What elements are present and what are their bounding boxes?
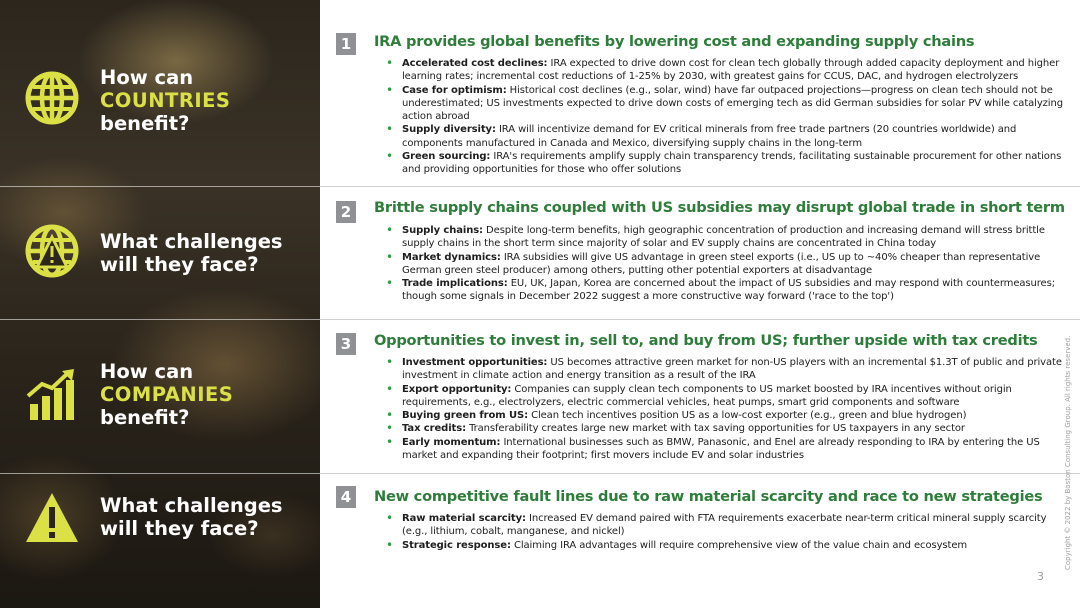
section-divider [320,319,1080,320]
bullet-term: Case for optimism: [402,84,507,96]
growth-chart-icon [24,368,80,424]
left-section-companies-benefit [0,320,320,473]
globe-icon [24,70,80,126]
left-section-countries-benefit [0,0,320,186]
bullet-item [384,539,1064,552]
bullet-item [384,383,1064,410]
companies-challenges-question [100,494,283,540]
bullet-term: Investment opportunities: [402,357,548,368]
bullet-term: Raw material scarcity: [402,513,526,524]
bullet-text: EU, UK, Japan, Korea are concerned about the impact of US subsidies and may respond with countermeasures; though some signals in December 2022 suggest a more constructive way forward ('race to the top') [402,278,1055,303]
bullet-item [384,409,1064,422]
bullet-text: Increased EV demand paired with FTA requirements exacerbate near-term critical mineral supply scarcity (e.g., lithium, cobalt, manganese, and nickel) [402,513,1047,538]
section-number-badge: 3 [336,333,356,355]
bullet-term: Tax credits: [402,423,466,435]
section-number-badge: 2 [336,201,356,223]
bullet-term: Green sourcing: [402,151,491,163]
bullet-text: Historical cost declines (e.g., solar, wind) have far outpaced projections—progress on clean tech should not be underestimated; US investments expected to drive down costs of emerging tech as did German subsidies for solar PV while catalyzing action abroad [402,84,1063,123]
bullet-text: US becomes attractive green market for non-US players with an incremental $1.3T of public and private investment in climate action and energy transition as a result of the IRA [402,357,1062,382]
question-line: benefit? [100,112,190,135]
question-line: will they face? [100,517,259,540]
section-divider [320,473,1080,474]
left-section-countries-challenges [0,187,320,319]
warning-triangle-icon [24,490,80,546]
bullet-term: Trade implications: [402,278,508,290]
bullet-term: Export opportunity: [402,383,512,395]
bullet-item [384,512,1064,539]
section-divider [320,186,1080,187]
bullet-item [384,123,1064,150]
bullet-list [384,224,1064,304]
section-heading: IRA provides global benefits by lowering cost and expanding supply chains [374,33,975,50]
bullet-item [384,150,1064,177]
bullet-text: IRA subsidies will give US advantage in green steel exports (i.e., US up to ~40% cheaper than representative German green steel producer) among others, putting other potential exporters at disadvantage [402,251,1041,276]
bullet-term: Strategic response: [402,539,511,551]
section-heading: New competitive fault lines due to raw material scarcity and race to new strategies [374,488,1043,505]
bullet-text: Despite long-term benefits, high geographic concentration of production and increasing demand will stress brittle supply chains in the short term since majority of solar and EV supply chains are concentrated in China today [402,225,1045,250]
question-highlight: COUNTRIES [100,89,231,112]
bullet-term: Early momentum: [402,436,501,448]
countries-challenges-question [100,230,283,276]
question-line: What challenges [100,494,283,517]
bullet-text: International businesses such as BMW, Panasonic, and Enel are already responding to IRA by entering the US market and expanding their footprint; first movers include EV and solar industries [402,436,1040,462]
bullet-term: Buying green from US: [402,410,528,422]
bullet-text: Claiming IRA advantages will require comprehensive view of the value chain and ecosystem [510,539,968,551]
bullet-text: IRA's requirements amplify supply chain transparency trends, facilitating sustainable procurement for other nations and providing opportunities for those who offer solutions [402,151,1062,176]
bullet-term: Supply chains: [402,225,483,236]
bullet-item [384,436,1064,463]
bullet-item [384,422,1064,435]
countries-benefit-question [100,66,230,135]
bullet-term: Accelerated cost declines: [402,58,548,69]
section-number-badge: 4 [336,486,356,508]
bullet-text: Clean tech incentives position US as a low-cost exporter (e.g., green and blue hydrogen) [527,410,967,422]
copyright-notice: Copyright © 2022 by Boston Consulting Group. All rights reserved. [1064,335,1072,570]
bullet-term: Market dynamics: [402,251,501,263]
bullet-item [384,251,1064,278]
question-line: What challenges [100,230,283,253]
bullet-list [384,57,1064,177]
left-image-panel [0,0,320,608]
question-line: How can [100,360,194,383]
section-heading: Opportunities to invest in, sell to, and buy from US; further upside with tax credits [374,332,1038,349]
bullet-item [384,84,1064,124]
question-line: will they face? [100,253,259,276]
bullet-text: Companies can supply clean tech components to US market boosted by IRA incentives without origin requirements, e.g., electrolyzers, electric commercial vehicles, heat pumps, smart grid components and software [402,383,1012,408]
companies-benefit-question [100,360,233,429]
question-line: How can [100,66,194,89]
bullet-item [384,57,1064,84]
question-line: benefit? [100,406,190,429]
content-panel [320,0,1080,608]
bullet-text: Transferability creates large new market with tax saving opportunities for US taxpayers in any sector [465,423,965,435]
section-heading: Brittle supply chains coupled with US subsidies may disrupt global trade in short term [374,199,1065,216]
bullet-text: IRA will incentivize demand for EV critical minerals from free trade partners (20 countries worldwide) and components manufactured in Canada and Mexico, diversifying supply chains in the long-term [402,124,1017,149]
section-number-badge: 1 [336,33,356,55]
bullet-item [384,277,1064,304]
globe-warning-icon [24,223,80,279]
bullet-text: IRA expected to drive down cost for clean tech globally through added capacity deployment and higher learning rates; incremental cost reductions of 1-25% by 2030, with greatest gains for CCUS, DAC, and hydrogen electrolyzers [402,58,1060,83]
bullet-list [384,356,1064,462]
page-number: 3 [1037,570,1044,583]
bullet-term: Supply diversity: [402,124,496,136]
bullet-list [384,512,1064,552]
question-highlight: COMPANIES [100,383,234,406]
bullet-item [384,224,1064,251]
bullet-item [384,356,1064,383]
left-section-companies-challenges [0,474,320,608]
